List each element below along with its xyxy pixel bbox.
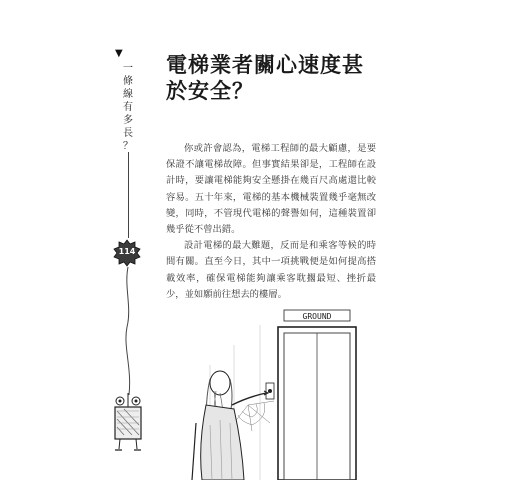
series-title: [122, 62, 134, 153]
box-creature-icon: [110, 393, 146, 453]
title-line: 於安全？: [166, 79, 254, 103]
article-title: [166, 52, 406, 104]
series-char: ？: [123, 141, 133, 152]
page-number: 114: [118, 247, 136, 256]
string-line-upper: [128, 152, 129, 238]
elevator-sign: GROUND: [302, 312, 332, 321]
series-char: 一: [123, 63, 133, 74]
paragraph: 設計電梯的最大難題，反而是和乘客等候的時間有關。直至今日，其中一項挑戰便是如何提高搭載效率，確保電梯能夠讓乘客耽擱最短、挫折最少，並如願前往想去的樓層。: [166, 240, 376, 300]
series-char: 有: [123, 102, 133, 113]
series-char: 線: [123, 89, 133, 100]
title-line: 電梯業者關心速度甚: [166, 53, 364, 77]
series-char: 條: [123, 76, 133, 87]
section-marker-icon: ▼: [115, 48, 123, 59]
string-line-lower: [118, 267, 140, 395]
elevator-waiting-illustration: [190, 305, 360, 480]
series-char: 長: [123, 128, 133, 139]
series-char: 多: [123, 115, 133, 126]
paragraph: 你或許會認為，電梯工程師的最大顧慮，是要保證不讓電梯故障。但事實結果卻是，工程師在設計時，要讓電梯能夠安全懸掛在幾百尺高處還比較容易。五十年來，電梯的基本機械裝置幾乎毫無改變，同時，不管現代電梯的聲譽如何，這種裝置卻幾乎從不曾出錯。: [166, 143, 376, 236]
article-body: [166, 141, 376, 303]
